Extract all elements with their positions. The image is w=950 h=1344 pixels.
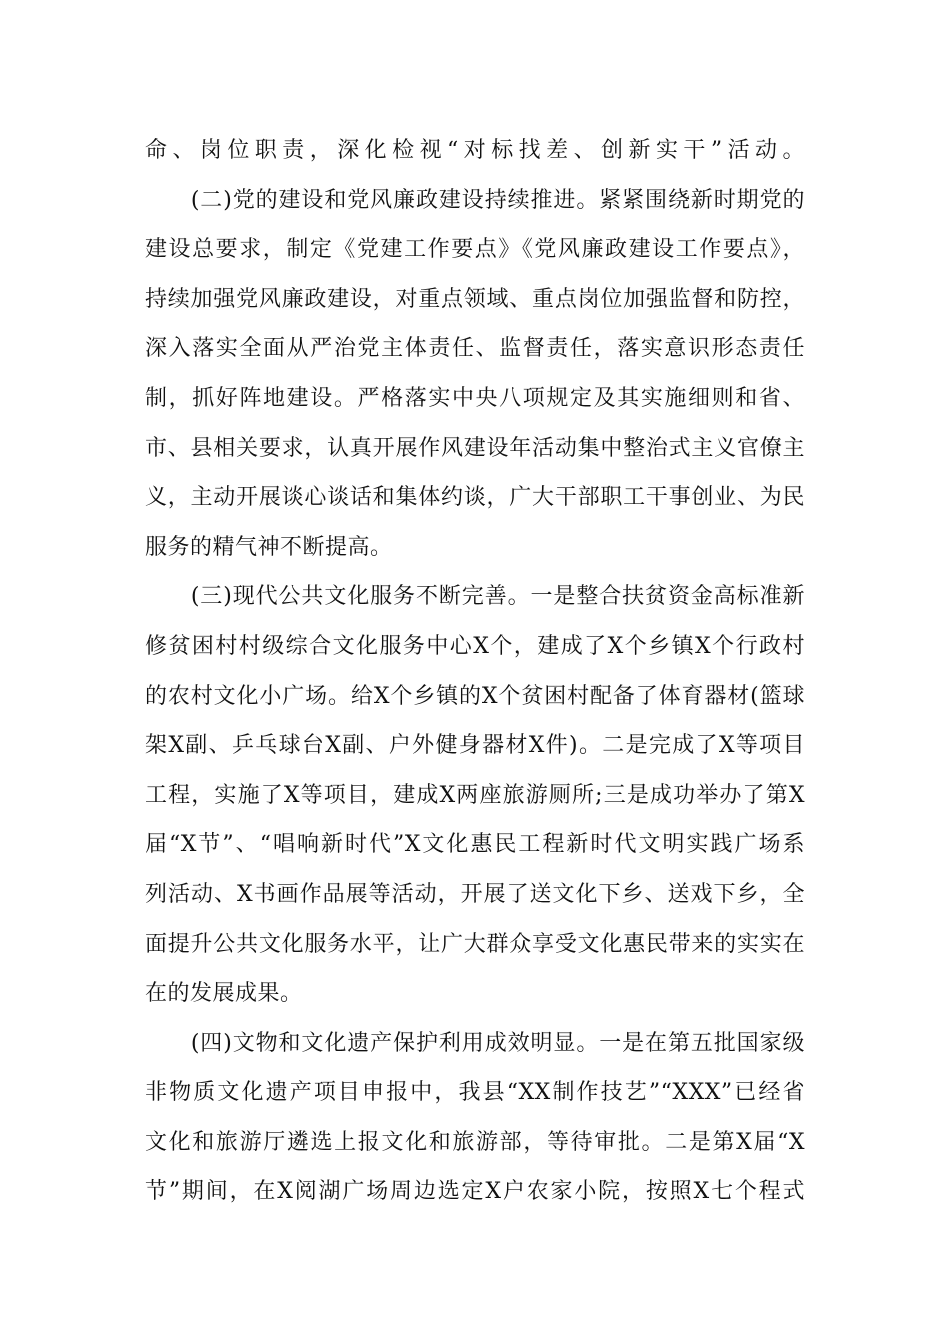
text-line: (二)党的建设和党风廉政建设持续推进。紧紧围绕新时期党的 [145,187,805,213]
text-line: 在的发展成果。 [145,981,303,1007]
text-line: 服务的精气神不断提高。 [145,534,393,560]
text-line: 制，抓好阵地建设。严格落实中央八项规定及其实施细则和省、 [145,385,805,411]
text-line: (三)现代公共文化服务不断完善。一是整合扶贫资金高标准新 [145,584,805,610]
text-line: 列活动、X书画作品展等活动，开展了送文化下乡、送戏下乡，全 [145,881,805,907]
text-line: 义，主动开展谈心谈话和集体约谈，广大干部职工干事创业、为民 [145,485,805,511]
text-line: 面提升公共文化服务水平，让广大群众享受文化惠民带来的实实在 [145,931,805,957]
text-line: 修贫困村村级综合文化服务中心X个，建成了X个乡镇X个行政村 [145,633,805,659]
text-line: 文化和旅游厅遴选上报文化和旅游部，等待审批。二是第X届“X [145,1129,805,1155]
text-line: (四)文物和文化遗产保护利用成效明显。一是在第五批国家级 [145,1030,805,1056]
text-line: 届“X节”、“唱响新时代”X文化惠民工程新时代文明实践广场系 [145,832,805,858]
text-line: 非物质文化遗产项目申报中，我县“XX制作技艺”“XXX”已经省 [145,1080,805,1106]
text-line: 节”期间，在X阅湖广场周边选定X户农家小院，按照X七个程式 [145,1179,805,1205]
text-line: 深入落实全面从严治党主体责任、监督责任，落实意识形态责任 [145,336,805,362]
text-line: 持续加强党风廉政建设，对重点领域、重点岗位加强监督和防控， [145,286,805,312]
text-line: 架X副、乒乓球台X副、户外健身器材X件)。二是完成了X等项目 [145,733,805,759]
text-line: 市、县相关要求，认真开展作风建设年活动集中整治式主义官僚主 [145,435,805,461]
text-line: 命、岗位职责，深化检视“对标找差、创新实干”活动。 [145,138,805,163]
text-line: 建设总要求，制定《党建工作要点》《党风廉政建设工作要点》， [145,237,805,263]
document-body [145,126,805,1217]
text-line: 工程，实施了X等项目，建成X两座旅游厕所;三是成功举办了第X [145,782,805,808]
text-line: 的农村文化小广场。给X个乡镇的X个贫困村配备了体育器材(篮球 [145,683,805,709]
